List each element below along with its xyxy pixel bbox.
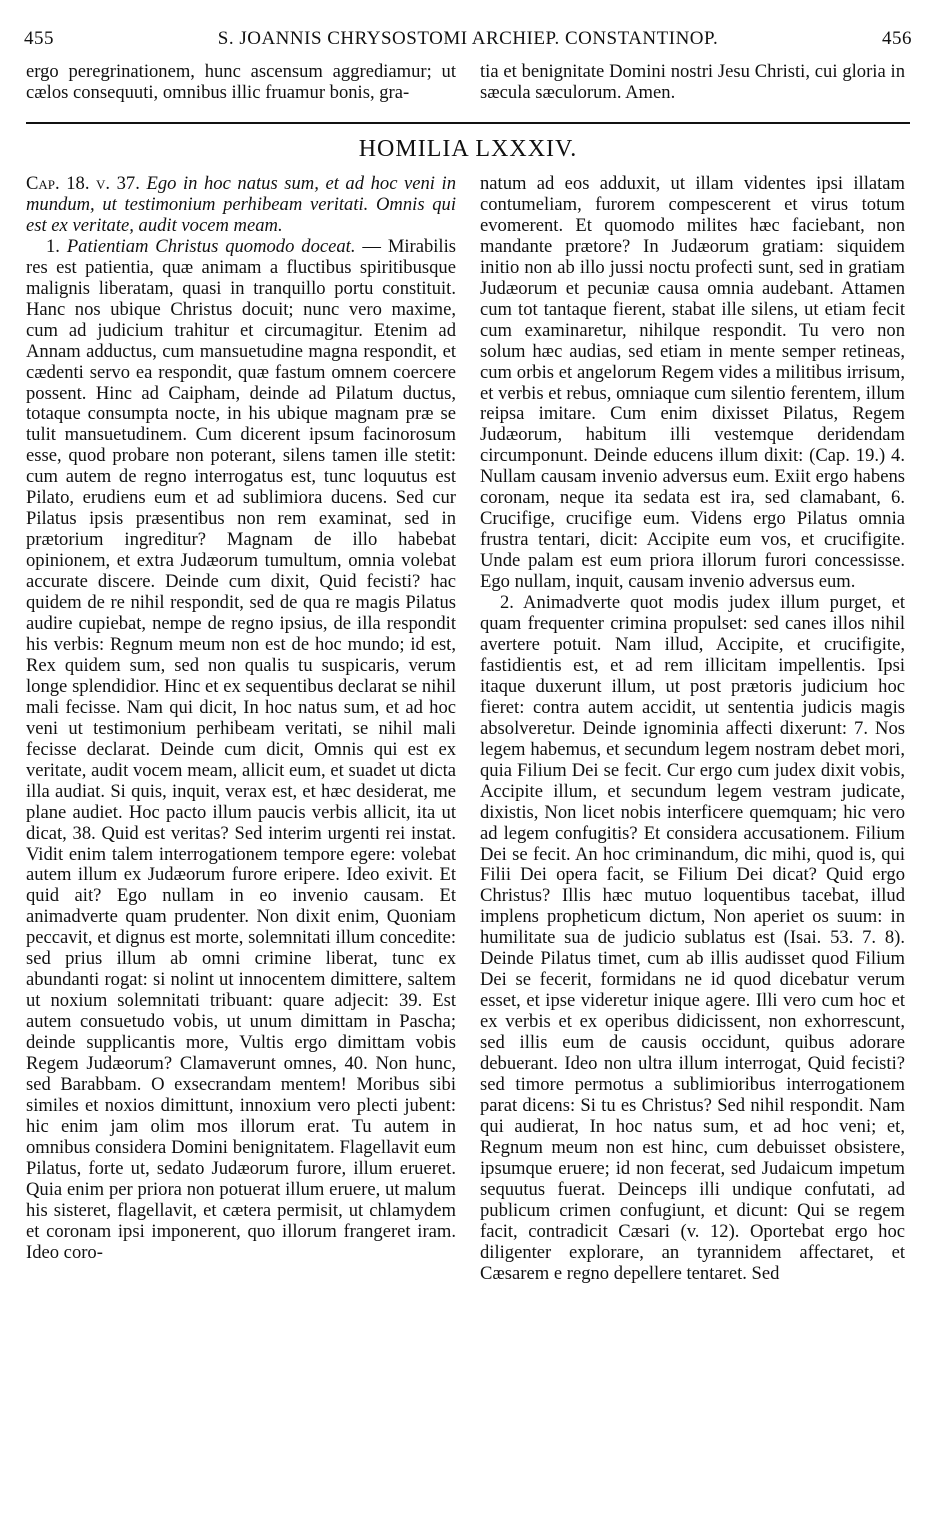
page-number-right: 456 — [882, 28, 912, 49]
right-paragraph-2: 2. Animadverte quot modis judex illum purget, et quam frequenter crimina propulset: sed canes illos nihil avertere potuit. Nam illud, Accipite, et crucifigite, fastidientis est, et ad rem illicitam impellentis. Ipsi itaque duxerunt illum, ut post prætoris judicium hoc fieret: contra autem accidit, ut sententia judicis magis absolveretur. Deinde ignominia affecti dixerunt: 7. Nos legem habemus, et secundum legem nostram debet mori, quia Filium Dei se fecit. Cur ergo cum judex dixit vobis, Accipite illum, et secundum legem vestram judicate, dixistis, Non licet nobis interficere quemquam; hic vero ad legem confugitis? Et considera accusationem. Filium Dei se fecit. An hoc criminandum, dic mihi, quod is, qui Filii Dei opera facit, se Filium Dei dicat? Quid ergo Christus? Illis hæc mutuo loquentibus tacebat, illud implens propheticum dictum, Non aperiet os suum: in humilitate sua de judicio sublatus est (Isai. 53. 7. 8). Deinde Pilatus timet, cum ab illis audisset quod Filium Dei se fecerit, formidans ne id quod dicebatur verum esset, et ipse videretur inique agere. Illi vero cum hoc et ex verbis et ex operibus didicissent, non exhorrescunt, sed illis eum de causis occidunt, quibus adorare debuerant. Ideo non ultra illum interrogat, Quid fecisti? sed timore permotus a sublimioribus interrogationem parat dicens: Si tu es Christus? Sed nihil respondit. Nam qui audierat, In hoc natus sum, et ad hoc veni; et, Regnum meum non est hinc, cum debuisset obsistere, ipsumque eruere; id non fecerat, sed Judaicum impetum sequutus fuerat. Deinceps illi undique confutati, ad publicum crimen confugiunt, et dicunt: Qui se regem facit, contradicit Cæsari (v. 12). Oportebat ergo hoc diligenter explorare, an tyrannidem affectaret, et Cæsarem e regno depellere tentaret. Sed — [480, 592, 905, 1284]
homily-heading: HOMILIA LXXXIV. — [358, 136, 578, 162]
right-column — [480, 174, 905, 1285]
verse-text: Ego in hoc natus sum, et ad hoc veni in mundum, ut testimonium perhibeam veritati. Omnis qui est ex veritate, audit vocem meam. — [26, 173, 457, 236]
left-column — [26, 174, 456, 1264]
chapter-reference: Cap. 18. v. 37. — [26, 173, 140, 194]
top-left-text: ergo peregrinationem, hunc ascensum aggrediamur; ut cælos consequuti, omnibus illic fruamur bonis, gra- — [26, 61, 456, 103]
page-number-left: 455 — [24, 28, 54, 49]
section-divider — [26, 122, 910, 124]
right-paragraph-1: natum ad eos adduxit, ut illam videntes ipsi illatam contumeliam, furorem compescerent et virus totum evomerent. Et quomodo milites hæc faciebant, non mandante prætore? In Judæorum gratiam: siquidem initio non ab illo jussi noctu profecti sunt, sed in gratiam Judæorum et pecuniæ causa omnia audebant. Attamen cum tot tantaque fierent, stabat ille silens, ut etiam fecit cum examinaretur, nihilque respondit. Tu vero non solum hæc audias, sed etiam in mente semper retineas, cum orbis et angelorum Regem vides a militibus irrisum, et verbis et rebus, omniaque cum silentio ferentem, illum reipsa imitare. Cum enim dixisset Pilatus, Regem Judæorum, habitum illi vestemque deridendam circumponunt. Deinde educens illum dixit: (Cap. 19.) 4. Nullam causam invenio adversus eum. Exiit ergo habens coronam, neque ita sedata est ira, sed clamabant, 6. Crucifige, crucifige eum. Videns ergo Pilatus omnia frustra tentari, dicit: Accipite eum vos, et crucifigite. Unde palam est eum priora illorum furori concessisse. Ego nullam, inquit, causam invenio adversus eum. — [480, 173, 905, 593]
section-title: Patientiam Christus quomodo doceat. — [66, 235, 356, 257]
top-right-column — [480, 62, 905, 104]
top-right-text: tia et benignitate Domini nostri Jesu Christi, cui gloria in sæcula sæculorum. Amen. — [480, 61, 905, 103]
top-left-column — [26, 62, 456, 104]
running-header — [24, 28, 912, 52]
verse-paragraph — [26, 174, 456, 237]
running-title: S. JOANNIS CHRYSOSTOMI ARCHIEP. CONSTANTINOP. — [217, 28, 719, 49]
paragraph-number: 1. — [46, 235, 60, 257]
body-paragraph-1 — [26, 237, 456, 1264]
body-text: — Mirabilis res est patientia, quæ animam a fluctibus spiritibusque malignis liberatam, quasi in tranquillo portu constituit. Hanc nos ubique Christus docuit; nunc vero maxime, cum ad judicium trahitur et circumagitur. Etenim ad Annam adductus, cum mansuetudine magna respondit, et cædenti servo ea respondit, quæ fastum omnem coercere possent. Hinc ad Caipham, deinde ad Pilatum ductus, totaque consumpta nocte, in his ubique magnam præ se tulit mansuetudinem. Cum dicerent ipsum facinorosum esse, quod probare non poterant, silens tamen ille stetit: cum autem de regno interrogatus est, tunc loquutus est Pilato, erudiens eum et ad sublimiora ducens. Sed cur Pilatus ipsis præsentibus non rem examinat, sed in prætorium ingreditur? Magnam de illo habebat opinionem, et extra Judæorum tumultum, omnia volebat accurate discere. Deinde cum dixit, Quid fecisti? hac quidem de re nihil respondit, sed de qua re magis Pilatus audire cupiebat, nempe de regno ipsius, de illa respondit his verbis: Regnum meum non est de hoc mundo; id est, Rex quidem sum, sed non qualis tu suspicaris, verum longe splendidior. Hinc et ex sequentibus declarat se nihil mali fecisse. Nam qui dicit, In hoc natus sum, et ad hoc veni ut testimonium perhibeam veritati, se nihil mali fecisse declarat. Deinde cum dicit, Omnis qui est ex veritate, audit vocem meam, allicit eum, et suadet ut dicta illa audiat. Si quis, inquit, verax est, et hæc desiderat, me plane audiet. Hoc pacto illum paucis verbis allicit, ita ut dicat, 38. Quid est veritas? Sed interim urgenti rei instat. Vidit enim talem interrogationem tempore egere: volebat autem illum ex Judæorum furore eripere. Ideo exivit. Et quid ait? Ego nullam in eo invenio causam. Et animadverte quam prudenter. Non dixit enim, Quoniam peccavit, et dignus est morte, solemnitati illum concedite: sed prius illum ab omni crimine liberat, tunc ex abundanti rogat: si nolint ut innocentem dimittere, saltem ut noxium solemnitati tribuant: quare adjecit: 39. Est autem consuetudo vobis, ut unum dimittam in Pascha; deinde supplicantis more, Vultis ergo dimittam vobis Regem Judæorum? Clamaverunt omnes, 40. Non hunc, sed Barabbam. O exsecrandam mentem! Moribus sibi similes et noxios dimittunt, innoxium vero plecti jubent: hic enim jam olim mos illorum erat. Tu autem in omnibus considera Domini benignitatem. Flagellavit eum Pilatus, forte ut, sedato Judæorum furore, illum erueret. Quia enim per priora non potuerat illum eruere, ut malum his sisteret, flagellavit, et cætera permisit, ut chlamydem et coronam ipsi imponerent, quo illorum frangeret iram. Ideo coro- — [26, 235, 456, 1263]
